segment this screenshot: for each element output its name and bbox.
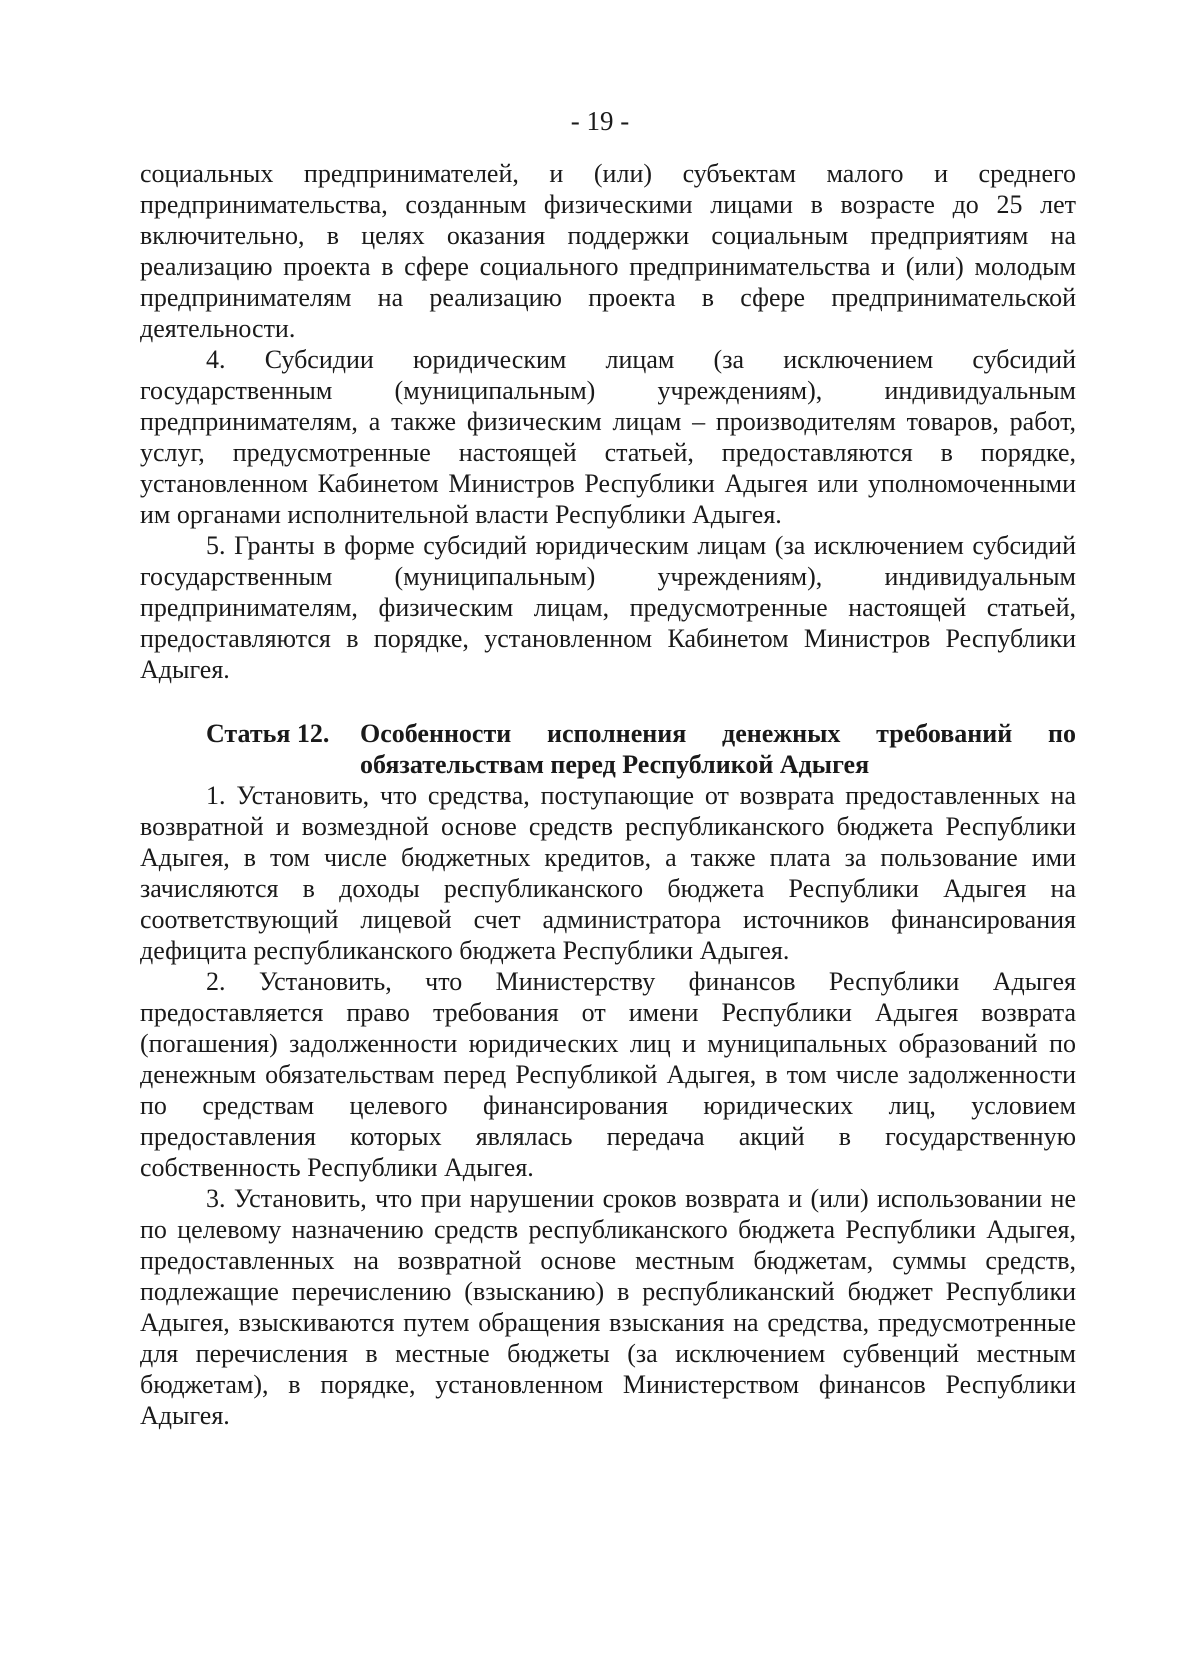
article12-item-1: 1. Установить, что средства, поступающие от возврата предоставленных на возвратной и возмездной основе средств республиканского бюджета Республики Адыгея, в том числе бюджетных кредитов, а также плата за пользование ими зачисляются в доходы республиканского бюджета Республики Адыгея на соответствующий лицевой счет администратора источников финансирования дефицита республиканского бюджета Республики Адыгея. xyxy=(140,781,1076,965)
document-body xyxy=(140,158,1076,1431)
article11-item-4: 4. Субсидии юридическим лицам (за исключением субсидий государственным (муниципальным) учреждениям), индивидуальным предпринимателям, а также физическим лицам – производителям товаров, работ, услуг, предусмотренные настоящей статьей, предоставляются в порядке, установленном Кабинетом Министров Республики Адыгея или уполномоченными им органами исполнительной власти Республики Адыгея. xyxy=(140,345,1076,529)
article12-item-3: 3. Установить, что при нарушении сроков возврата и (или) использовании не по целевому назначению средств республиканского бюджета Республики Адыгея, предоставленных на возвратной основе местным бюджетам, суммы средств, подлежащие перечислению (взысканию) в республиканский бюджет Республики Адыгея, взыскиваются путем обращения взыскания на средства, предусмотренные для перечисления в местные бюджеты (за исключением субвенций местным бюджетам), в порядке, установленном Министерством финансов Республики Адыгея. xyxy=(140,1184,1076,1430)
intro-paragraph: социальных предпринимателей, и (или) субъектам малого и среднего предпринимательства, созданным физическими лицами в возрасте до 25 лет включительно, в целях оказания поддержки социальным предприятиям на реализацию проекта в сфере социального предпринимательства и (или) молодым предпринимателям на реализацию проекта в сфере предпринимательской деятельности. xyxy=(140,159,1076,343)
article-12-title: Особенности исполнения денежных требований по обязательствам перед Республикой Адыгея xyxy=(360,719,1076,779)
article12-item-2: 2. Установить, что Министерству финансов Республики Адыгея предоставляется право требования от имени Республики Адыгея возврата (погашения) задолженности юридических лиц и муниципальных образований по денежным обязательствам перед Республикой Адыгея, в том числе задолженности по средствам целевого финансирования юридических лиц, условием предоставления которых являлась передача акций в государственную собственность Республики Адыгея. xyxy=(140,967,1076,1182)
article-12-heading xyxy=(140,718,1076,780)
page-number: - 19 - xyxy=(570,106,630,136)
article11-item-5: 5. Гранты в форме субсидий юридическим лицам (за исключением субсидий государственным (муниципальным) учреждениям), индивидуальным предпринимателям, физическим лицам, предусмотренные настоящей статьей, предоставляются в порядке, установленном Кабинетом Министров Республики Адыгея. xyxy=(140,531,1076,684)
article-12-label: Статья 12. xyxy=(206,719,330,748)
